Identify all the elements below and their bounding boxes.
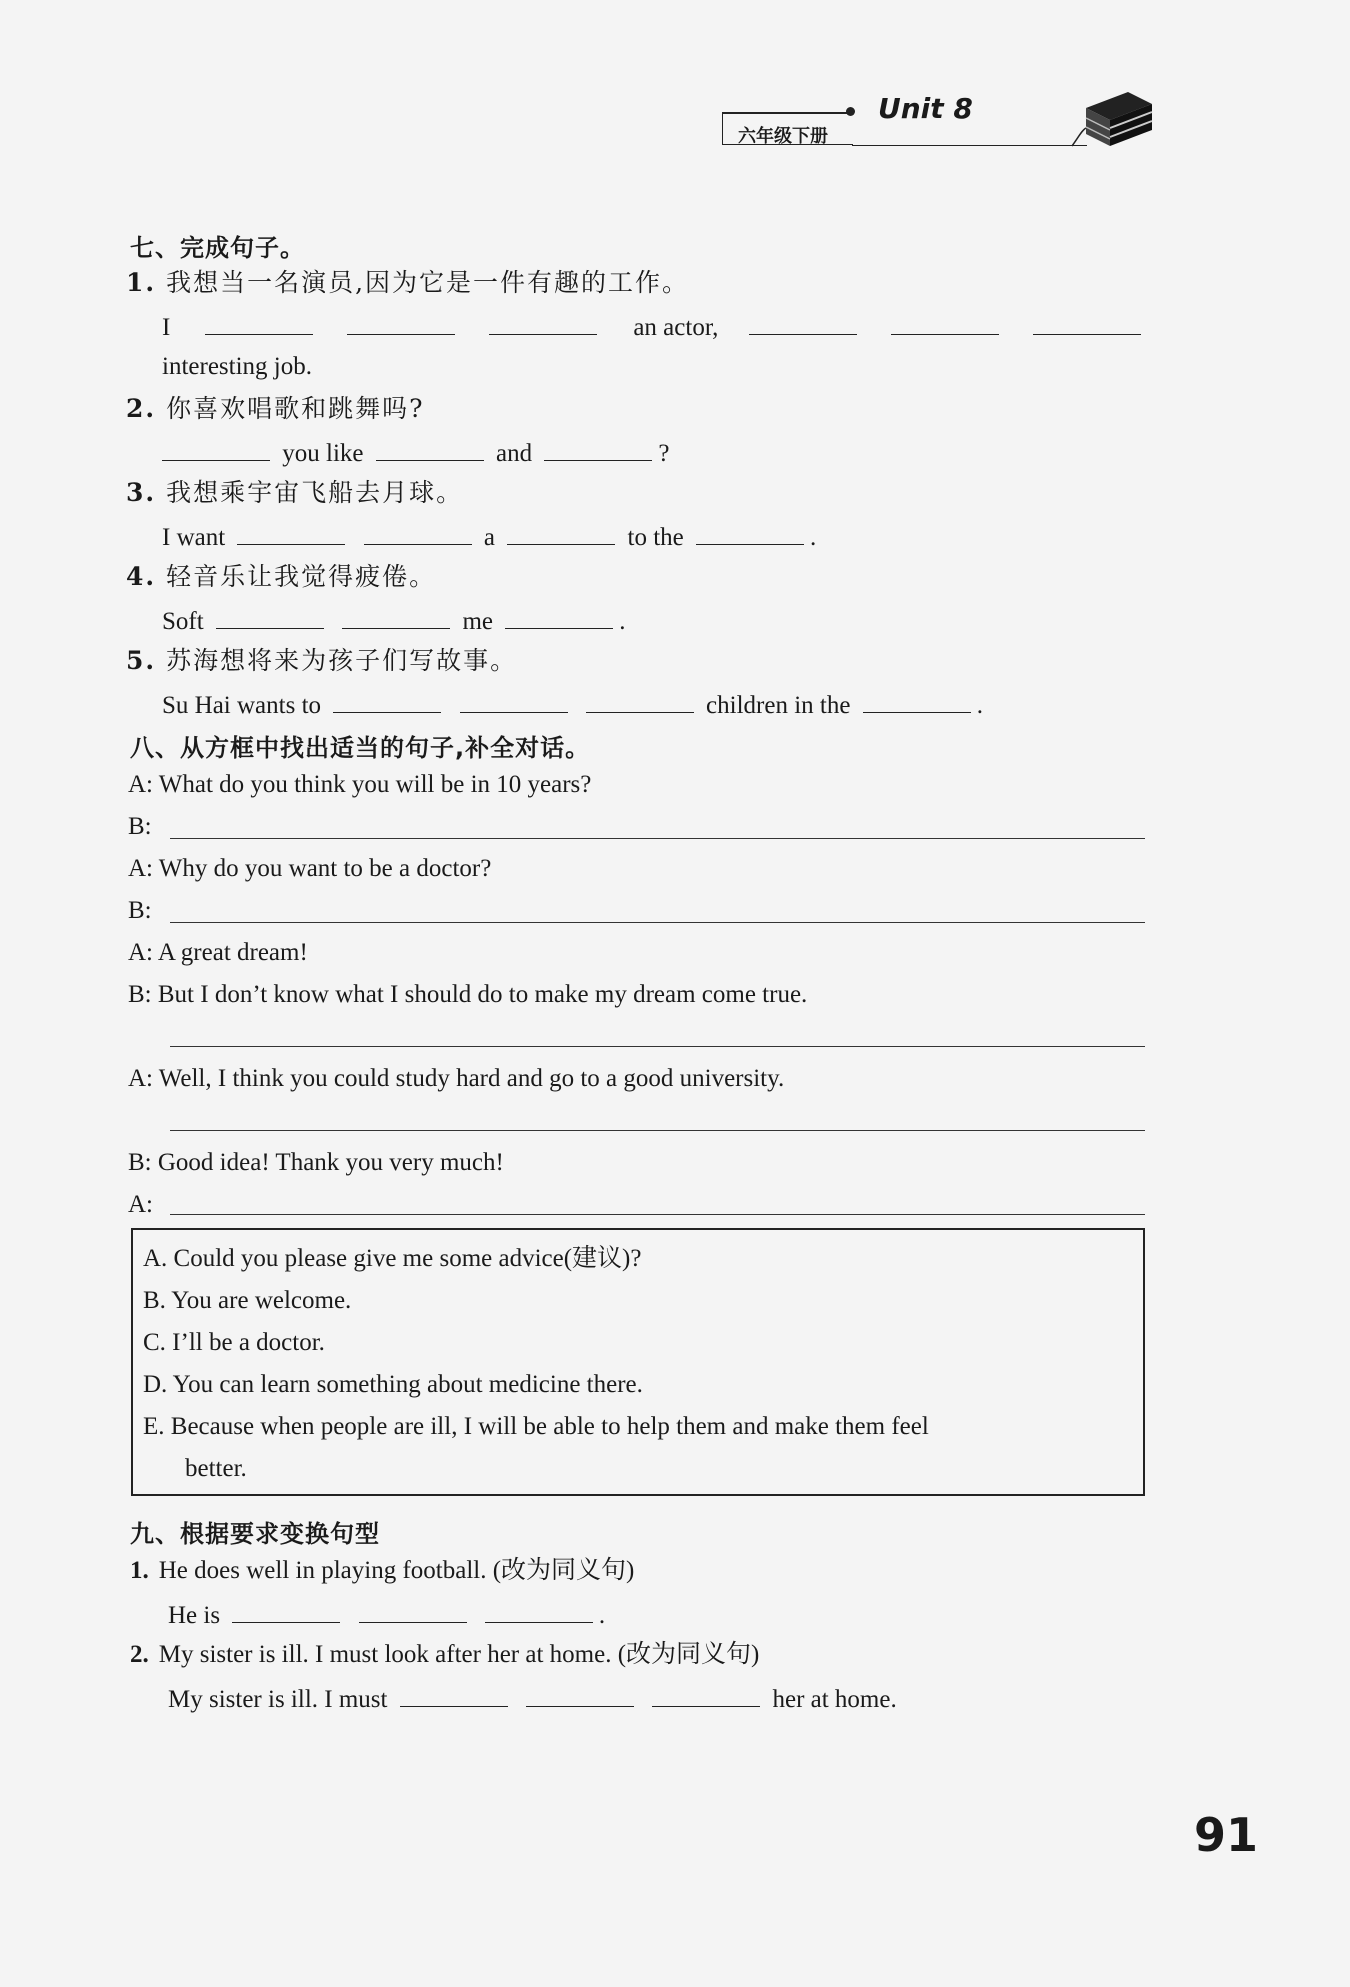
s7-q5-answer [162, 688, 983, 721]
dialogue-line-8: B: Good idea! Thank you very much! [128, 1149, 504, 1176]
blank[interactable] [652, 1682, 760, 1707]
answer-line[interactable] [170, 922, 1145, 923]
blank[interactable] [359, 1598, 467, 1623]
s7-q3-num: 3. [126, 478, 157, 507]
s9-q2-num: 2. [130, 1641, 149, 1668]
unit-label: Unit 8 [878, 92, 973, 125]
s7-q1-en-b: an actor, [633, 314, 719, 341]
s7-q5 [126, 646, 517, 676]
s9-q2-pre: My sister is ill. I must [168, 1686, 388, 1713]
s7-q5-en-b: children in the [706, 692, 851, 719]
page-number: 91 [1194, 1808, 1259, 1862]
page-header [722, 88, 1142, 152]
s7-q4 [126, 562, 436, 592]
s7-q3-en-b: a [483, 524, 496, 551]
blank[interactable] [232, 1598, 340, 1623]
s7-q1 [126, 268, 689, 298]
s7-q1-en-c: interesting job. [162, 353, 312, 380]
s9-q1 [130, 1556, 634, 1586]
s7-q2-answer [156, 436, 669, 469]
answer-line[interactable] [170, 1130, 1145, 1131]
s9-q1-pre: He is [168, 1602, 221, 1629]
s7-q4-answer [162, 604, 625, 637]
options-box [131, 1228, 1145, 1496]
s7-q2-num: 2. [126, 394, 157, 423]
dialogue-line-6: B: But I don’t know what I should do to make my dream come true. [128, 981, 808, 1008]
blank[interactable] [505, 604, 613, 629]
blank[interactable] [376, 436, 484, 461]
s7-q2-en-b: and [496, 440, 533, 467]
dialogue-line-5: A: A great dream! [128, 939, 308, 966]
blank[interactable] [696, 520, 804, 545]
s7-q5-en-c: . [976, 692, 983, 719]
answer-line[interactable] [170, 838, 1145, 839]
s7-q3-cn: 我想乘宇宙飞船去月球。 [166, 478, 464, 507]
s7-q1-cn: 我想当一名演员,因为它是一件有趣的工作。 [166, 268, 690, 297]
s7-q2-en-c: ? [658, 440, 670, 467]
grade-label: 六年级下册 [738, 126, 828, 147]
s9-q2-post: her at home. [772, 1686, 897, 1713]
blank[interactable] [400, 1682, 508, 1707]
blank[interactable] [489, 310, 597, 335]
blank[interactable] [586, 688, 694, 713]
s9-q2 [130, 1640, 759, 1670]
section-7-title: 七、完成句子。 [130, 234, 305, 262]
blank[interactable] [863, 688, 971, 713]
s7-q1-en-a: I [162, 314, 171, 341]
s7-q3-en-d: . [810, 524, 817, 551]
option-e: E. Because when people are ill, I will be able to help them and make them feel [143, 1413, 929, 1440]
s7-q3 [126, 478, 463, 508]
dialogue-line-4: B: [128, 897, 152, 924]
s7-q1-num: 1. [126, 268, 157, 297]
blank[interactable] [544, 436, 652, 461]
books-icon [1068, 88, 1154, 150]
blank[interactable] [507, 520, 615, 545]
blank[interactable] [364, 520, 472, 545]
s9-q1-text: He does well in playing football. (改为同义句) [158, 1557, 635, 1584]
option-e-cont: better. [185, 1455, 247, 1482]
blank[interactable] [216, 604, 324, 629]
s9-q1-num: 1. [130, 1557, 149, 1584]
s7-q3-en-c: to the [627, 524, 684, 551]
s7-q4-cn: 轻音乐让我觉得疲倦。 [166, 562, 437, 591]
s7-q4-en-c: . [619, 608, 626, 635]
blank[interactable] [485, 1598, 593, 1623]
s7-q1-answer [162, 310, 1147, 343]
blank[interactable] [342, 604, 450, 629]
dialogue-line-3: A: Why do you want to be a doctor? [128, 855, 492, 882]
blank[interactable] [460, 688, 568, 713]
option-a: A. Could you please give me some advice(建议)? [143, 1245, 642, 1272]
s9-q1-answer [168, 1598, 605, 1631]
s7-q2-cn: 你喜欢唱歌和跳舞吗? [166, 394, 425, 423]
s7-q2-en-a: you like [282, 440, 364, 467]
answer-line[interactable] [170, 1214, 1145, 1215]
s7-q2 [126, 394, 425, 424]
s7-q3-answer [162, 520, 816, 553]
s7-q5-en-a: Su Hai wants to [162, 692, 322, 719]
s9-q2-answer [168, 1682, 897, 1715]
header-baseline [852, 145, 1087, 146]
blank[interactable] [237, 520, 345, 545]
s9-q1-post: . [598, 1602, 606, 1629]
dialogue-line-1: A: What do you think you will be in 10 years? [128, 771, 592, 798]
blank[interactable] [1033, 310, 1141, 335]
dialogue-line-7: A: Well, I think you could study hard and go to a good university. [128, 1065, 785, 1092]
s7-q4-num: 4. [126, 562, 157, 591]
option-c: C. I’ll be a doctor. [143, 1329, 325, 1356]
dialogue-line-9: A: [128, 1191, 153, 1218]
section-8-title: 八、从方框中找出适当的句子,补全对话。 [130, 734, 591, 762]
s7-q4-en-b: me [462, 608, 493, 635]
blank[interactable] [891, 310, 999, 335]
blank[interactable] [526, 1682, 634, 1707]
option-d: D. You can learn something about medicine there. [143, 1371, 643, 1398]
answer-line[interactable] [170, 1046, 1145, 1047]
blank[interactable] [205, 310, 313, 335]
dialogue-line-2: B: [128, 813, 152, 840]
option-b: B. You are welcome. [143, 1287, 352, 1314]
blank[interactable] [347, 310, 455, 335]
s7-q4-en-a: Soft [162, 608, 204, 635]
blank[interactable] [162, 436, 270, 461]
s7-q5-num: 5. [126, 646, 157, 675]
s7-q5-cn: 苏海想将来为孩子们写故事。 [166, 646, 518, 675]
blank[interactable] [749, 310, 857, 335]
section-9-title: 九、根据要求变换句型 [130, 1520, 380, 1548]
blank[interactable] [333, 688, 441, 713]
s7-q3-en-a: I want [162, 524, 226, 551]
s9-q2-text: My sister is ill. I must look after her at home. (改为同义句) [158, 1641, 760, 1668]
